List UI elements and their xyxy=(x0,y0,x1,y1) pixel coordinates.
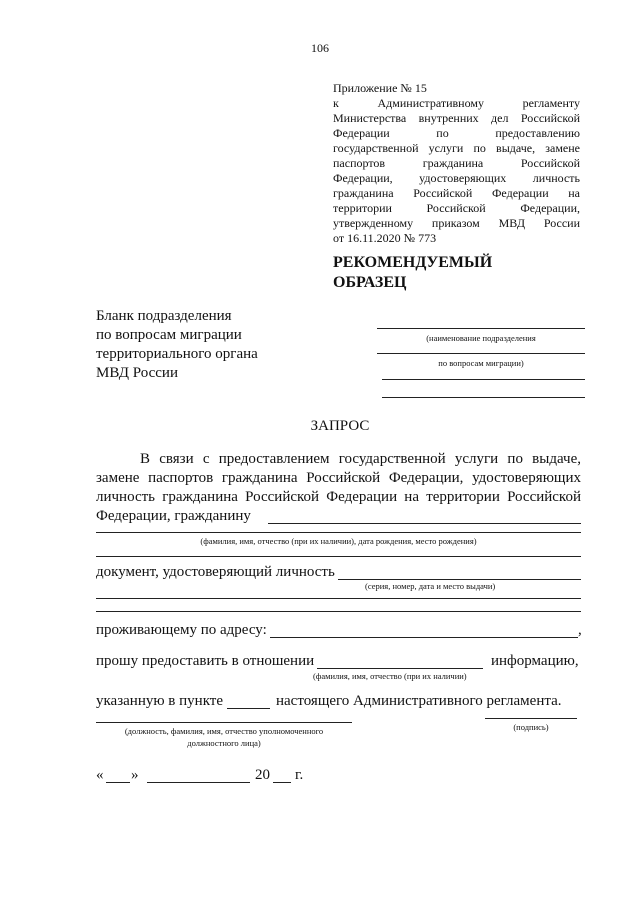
recipient-caption-1: (наименование подразделения xyxy=(426,333,536,343)
signature-caption: (подпись) xyxy=(513,722,549,732)
approval-line: паспортов гражданина Российской xyxy=(333,156,580,170)
document-line-3 xyxy=(96,611,581,612)
letterhead-line: по вопросам миграции xyxy=(96,327,242,343)
recipient-line-1 xyxy=(377,328,585,329)
recipient-line-2 xyxy=(377,353,585,354)
approval-line: гражданина Российской Федерации на xyxy=(333,186,580,200)
citizen-label: Федерации, гражданину xyxy=(96,508,251,524)
date-year-line xyxy=(273,782,291,783)
body-line-3: личность гражданина Российской Федерации на территории Российской xyxy=(96,489,581,505)
official-caption-1: (должность, фамилия, имя, отчество уполномоченного xyxy=(124,726,324,736)
request-label: прошу предоставить в отношении xyxy=(96,653,315,669)
letterhead-line: МВД России xyxy=(96,365,178,381)
date-day-line xyxy=(106,782,130,783)
request-caption: (фамилия, имя, отчество (при их наличии) xyxy=(313,671,467,681)
approval-line: Министерства внутренних дел Российской xyxy=(333,111,580,125)
citizen-line-2 xyxy=(96,532,581,533)
approval-last-line: от 16.11.2020 № 773 xyxy=(333,231,437,245)
recipient-caption-2: по вопросам миграции) xyxy=(438,358,524,368)
document-label: документ, удостоверяющий личность xyxy=(96,564,335,580)
approval-line: Федерации по предоставлению xyxy=(333,126,580,140)
date-year-suffix: г. xyxy=(295,767,304,783)
approval-title: Приложение № 15 xyxy=(333,81,427,95)
request-info: информацию, xyxy=(491,653,579,669)
letterhead xyxy=(96,307,258,383)
document-line-2 xyxy=(96,598,581,599)
date-year-prefix: 20 xyxy=(255,767,270,783)
page-number: 106 xyxy=(311,41,329,55)
citizen-line-3 xyxy=(96,556,581,557)
letterhead-line: Бланк подразделения xyxy=(96,308,232,324)
address-end: , xyxy=(578,622,582,638)
date-close-quote: » xyxy=(131,767,139,783)
body-paragraph xyxy=(96,450,581,507)
document-line-1 xyxy=(338,579,581,580)
citizen-caption: (фамилия, имя, отчество (при их наличии), дата рождения, место рождения) xyxy=(200,536,477,546)
address-line xyxy=(270,637,578,638)
signature-line xyxy=(485,718,577,719)
sample-heading xyxy=(333,253,492,293)
sample-line-2: ОБРАЗЕЦ xyxy=(333,274,407,291)
recipient-line-3 xyxy=(382,379,585,380)
clause-end: настоящего Административного регламента. xyxy=(276,693,562,709)
approval-line: к Административному регламенту xyxy=(333,96,580,110)
approval-block xyxy=(333,81,580,246)
approval-line: территории Российской Федерации, xyxy=(333,201,580,215)
recipient-line-4 xyxy=(382,397,585,398)
address-label: проживающему по адресу: xyxy=(96,622,267,638)
request-line xyxy=(317,668,483,669)
document-caption: (серия, номер, дата и место выдачи) xyxy=(365,581,496,591)
approval-line: Федерации, удостоверяющих личность xyxy=(333,171,580,185)
body-line-2: замене паспортов гражданина Российской Федерации, удостоверяющих xyxy=(96,470,581,486)
sample-line-1: РЕКОМЕНДУЕМЫЙ xyxy=(333,254,493,271)
document-title: ЗАПРОС xyxy=(310,418,370,434)
date-month-line xyxy=(147,782,250,783)
clause-start: указанную в пункте xyxy=(96,693,224,709)
approval-line: государственной услуги по выдаче, замене xyxy=(333,141,580,155)
date-open-quote: « xyxy=(96,767,104,783)
body-line-1: В связи с предоставлением государственной услуги по выдаче, xyxy=(140,451,581,467)
official-caption-2: должностного лица) xyxy=(187,738,261,748)
approval-line: утвержденному приказом МВД России xyxy=(333,216,580,230)
clause-line xyxy=(227,708,270,709)
official-line xyxy=(96,722,352,723)
citizen-line-1 xyxy=(268,523,581,524)
letterhead-line: территориального органа xyxy=(96,346,258,362)
